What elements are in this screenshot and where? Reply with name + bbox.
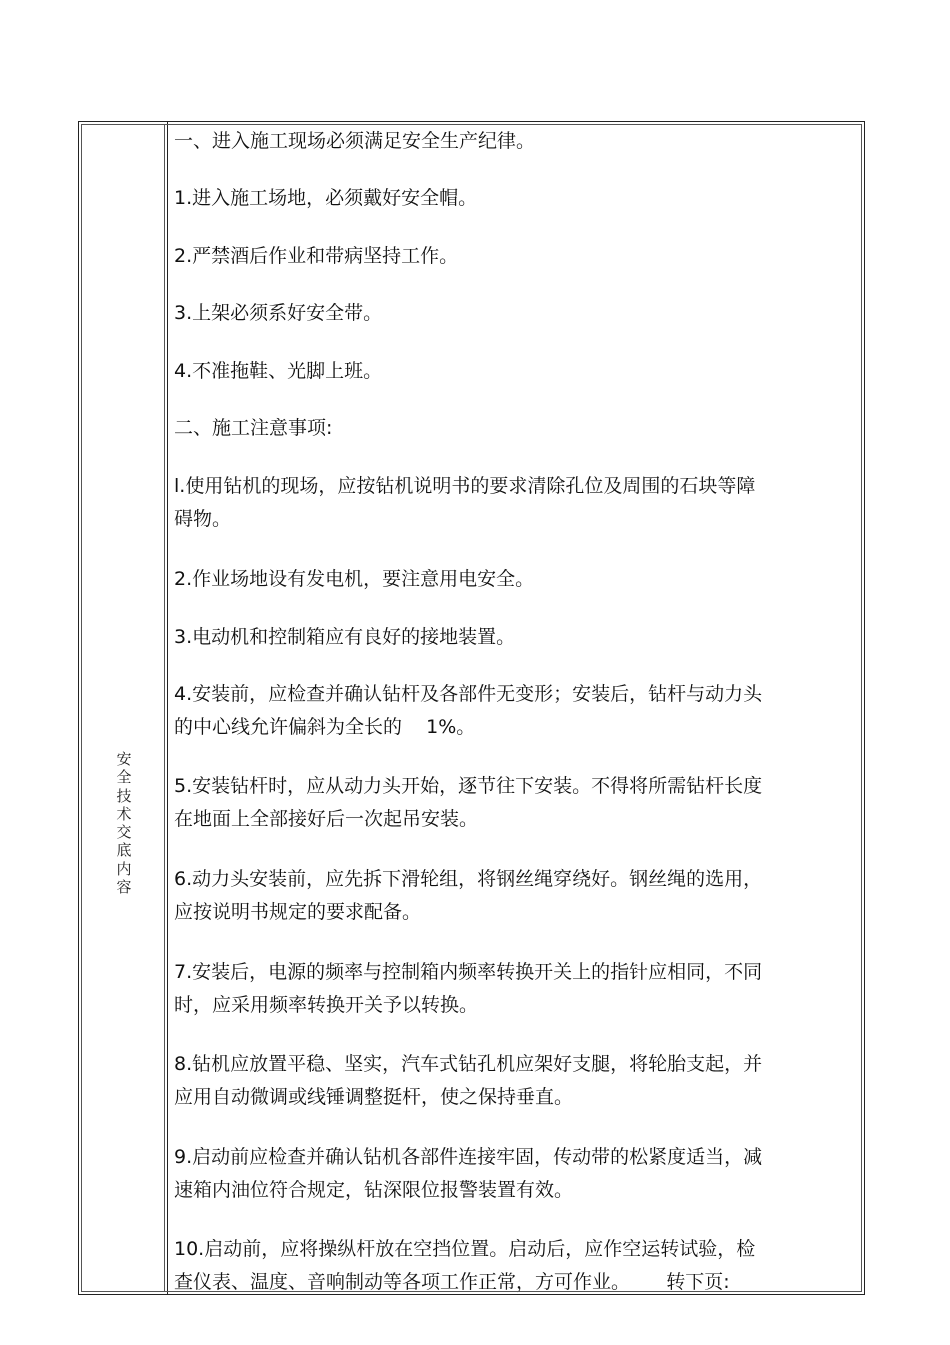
rule-item: 3.上架必须系好安全带。: [174, 302, 383, 324]
rule-item: 4.不准拖鞋、光脚上班。: [174, 360, 383, 382]
disclosure-table: [78, 121, 865, 1295]
precaution-item: 7.安装后，电源的频率与控制箱内频率转换开关上的指针应相同，不同 时，应采用频率转换开关予以转换。: [174, 961, 763, 1016]
precaution-item: l.使用钻机的现场，应按钻机说明书的要求清除孔位及周围的石块等障 碍物。: [174, 475, 756, 530]
precaution-item: 6.动力头安装前，应先拆下滑轮组，将钢丝绳穿绕好。钢丝绳的选用， 应按说明书规定的要求配备。: [174, 868, 763, 923]
heading-precautions: 二、施工注意事项:: [174, 417, 333, 439]
rule-item: 2.严禁酒后作业和带病坚持工作。: [174, 245, 459, 267]
content-cell: [174, 122, 854, 1294]
rule-item: 1.进入施工场地，必须戴好安全帽。: [174, 187, 478, 209]
heading-discipline: 一、进入施工现场必须满足安全生产纪律。: [174, 130, 536, 152]
precaution-item: 8.钻机应放置平稳、坚实，汽车式钻孔机应架好支腿，将轮胎支起，并 应用自动微调或线锤调整挺杆，使之保持垂直。: [174, 1053, 763, 1108]
precaution-item: 10.启动前，应将操纵杆放在空挡位置。启动后，应作空运转试验，检 查仪表、温度、音响制动等各项工作正常，方可作业。 转下页:: [174, 1238, 756, 1293]
precaution-item: 2.作业场地设有发电机，要注意用电安全。: [174, 568, 535, 590]
label-cell: [79, 122, 168, 1294]
precaution-item: 3.电动机和控制箱应有良好的接地装置。: [174, 626, 516, 648]
precaution-item: 5.安装钻杆时，应从动力头开始，逐节往下安装。不得将所需钻杆长度 在地面上全部接好后一次起吊安装。: [174, 775, 763, 830]
precaution-item: 4.安装前，应检查并确认钻杆及各部件无变形；安装后，钻杆与动力头 的中心线允许偏斜为全长的 1%。: [174, 683, 763, 738]
section-label: 安全技术交底内容: [116, 750, 132, 897]
precaution-item: 9.启动前应检查并确认钻机各部件连接牢固，传动带的松紧度适当，减 速箱内油位符合规定，钻深限位报警装置有效。: [174, 1146, 763, 1201]
